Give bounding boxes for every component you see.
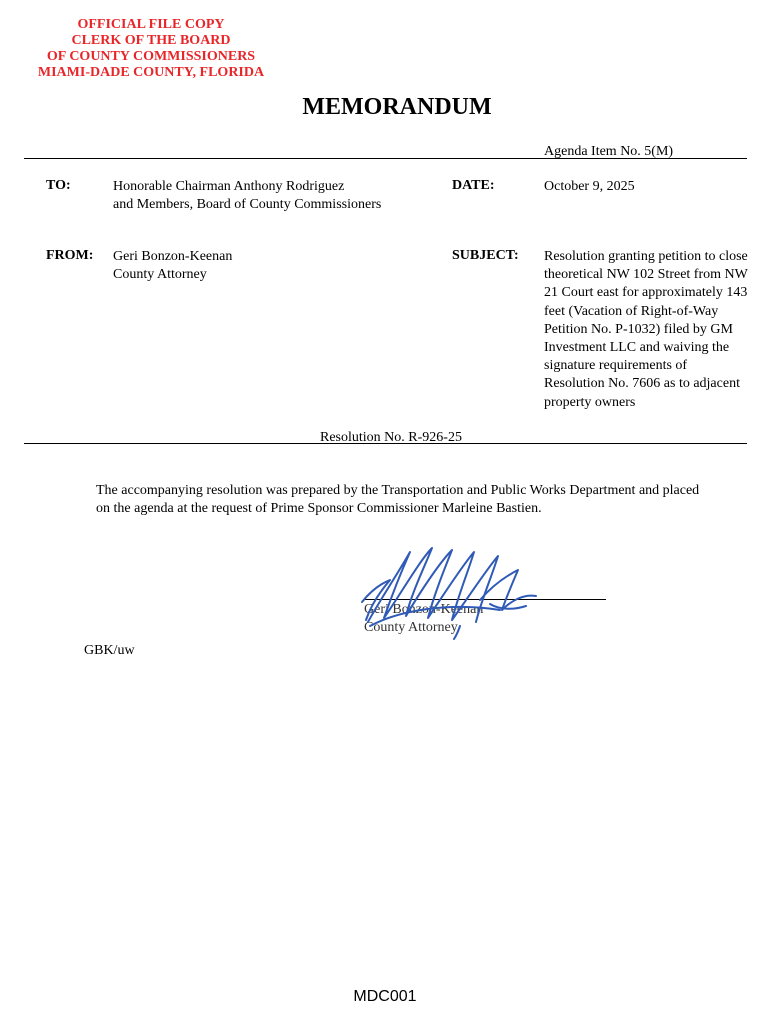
to-label: TO:	[46, 178, 71, 193]
stamp-line: MIAMI-DADE COUNTY, FLORIDA	[37, 65, 265, 80]
memo-title: MEMORANDUM	[302, 94, 492, 120]
from-line: Geri Bonzon-Keenan	[113, 249, 233, 264]
header-divider	[24, 158, 747, 159]
from-label: FROM:	[46, 248, 94, 263]
subject-label: SUBJECT:	[452, 248, 519, 263]
stamp-line: OF COUNTY COMMISSIONERS	[46, 49, 256, 64]
subject-text: Resolution granting petition to close theoretical NW 102 Street from NW 21 Court east for approximately 143 feet (Vacation of Right-of-Way Petition No. P-1032) filed by GM Investment LLC and waiving the signature requirements of Resolution No. 7606 as to adjacent property owners	[544, 249, 748, 410]
date-label: DATE:	[452, 178, 495, 193]
agenda-item-number: Agenda Item No. 5(M)	[544, 144, 674, 159]
official-file-copy-stamp	[26, 17, 276, 81]
author-initials: GBK/uw	[84, 643, 135, 658]
stamp-line: CLERK OF THE BOARD	[71, 33, 231, 48]
stamp-line: OFFICIAL FILE COPY	[77, 17, 225, 32]
to-line: and Members, Board of County Commissioners	[113, 197, 382, 212]
memo-body-paragraph: The accompanying resolution was prepared by the Transportation and Public Works Department and placed on the agenda at the request of Prime Sponsor Commissioner Marleine Bastien.	[96, 483, 700, 516]
signer-name: Geri Bonzon-Keenan	[364, 602, 484, 617]
from-sender	[113, 248, 232, 284]
subject-divider	[24, 443, 747, 444]
date-value: October 9, 2025	[544, 179, 635, 194]
handwritten-signature	[340, 540, 550, 640]
to-recipients	[113, 178, 381, 214]
from-line: County Attorney	[113, 267, 207, 282]
page-footer-code: MDC001	[353, 988, 417, 1005]
resolution-number: Resolution No. R-926-25	[320, 430, 462, 445]
to-line: Honorable Chairman Anthony Rodriguez	[113, 179, 345, 194]
signer-title: County Attorney	[364, 620, 458, 635]
